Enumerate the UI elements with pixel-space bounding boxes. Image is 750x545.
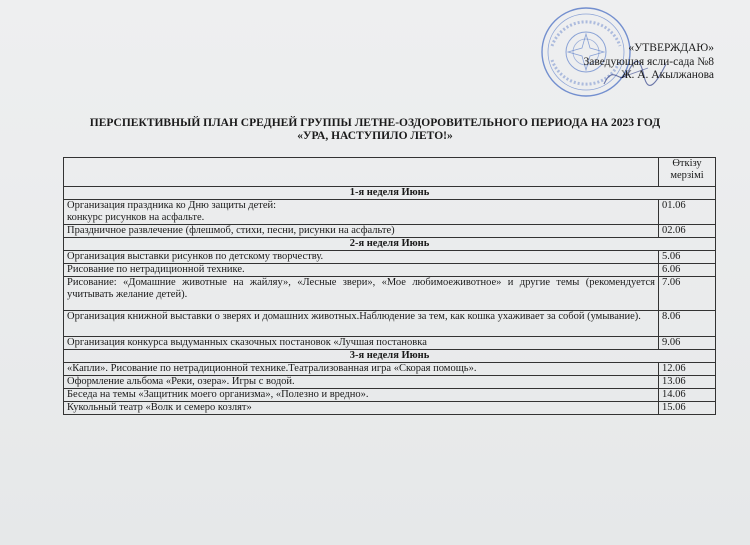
activity-cell: «Капли». Рисование по нетрадиционной технике.Театрализованная игра «Скорая помощь». xyxy=(64,363,659,376)
table-row xyxy=(64,402,716,415)
date-cell: 12.06 xyxy=(659,363,716,376)
header-date-cell: Өткізу мерзімі xyxy=(659,158,716,187)
date-cell: 15.06 xyxy=(659,402,716,415)
date-cell: 01.06 xyxy=(659,200,716,225)
week-row-2 xyxy=(64,238,716,251)
week-label: 3-я неделя Июнь xyxy=(64,350,716,363)
week-label: 2-я неделя Июнь xyxy=(64,238,716,251)
activity-cell: Кукольный театр «Волк и семеро козлят» xyxy=(64,402,659,415)
table-row xyxy=(64,264,716,277)
activity-cell: Организация выставки рисунков по детскому творчеству. xyxy=(64,251,659,264)
plan-title-line1: ПЕРСПЕКТИВНЫЙ ПЛАН СРЕДНЕЙ ГРУППЫ ЛЕТНЕ-ОЗДОРОВИТЕЛЬНОГО ПЕРИОДА НА 2023 ГОД xyxy=(89,117,661,129)
table-row xyxy=(64,363,716,376)
plan-title xyxy=(0,117,750,143)
week-label: 1-я неделя Июнь xyxy=(64,187,716,200)
table-row xyxy=(64,337,716,350)
approval-position: Заведующая ясли-сада №8 xyxy=(583,55,714,68)
activity-cell: Праздничное развлечение (флешмоб, стихи, песни, рисунки на асфальте) xyxy=(64,225,659,238)
date-cell: 14.06 xyxy=(659,389,716,402)
table-row xyxy=(64,251,716,264)
date-cell: 02.06 xyxy=(659,225,716,238)
activity-cell: Беседа на темы «Защитник моего организма», «Полезно и вредно». xyxy=(64,389,659,402)
table-row xyxy=(64,225,716,238)
plan-title-line2: «УРА, НАСТУПИЛО ЛЕТО!» xyxy=(297,130,453,142)
date-cell: 13.06 xyxy=(659,376,716,389)
table-row xyxy=(64,376,716,389)
activity-cell: Организация конкурса выдуманных сказочных постановок «Лучшая постановка xyxy=(64,337,659,350)
activity-cell: Рисование: «Домашние животные на жайляу», «Лесные звери», «Мое любимоеживотное» и другие темы (рекомендуется учитывать желание детей). xyxy=(64,277,659,311)
table-row xyxy=(64,311,716,337)
table-row xyxy=(64,389,716,402)
approval-title: «УТВЕРЖДАЮ» xyxy=(628,42,714,54)
date-cell: 9.06 xyxy=(659,337,716,350)
date-cell: 8.06 xyxy=(659,311,716,337)
date-cell: 5.06 xyxy=(659,251,716,264)
approval-block xyxy=(583,42,714,83)
activity-cell: Организация книжной выставки о зверях и домашних животных.Наблюдение за тем, как кошка ухаживает за собой (умывание). xyxy=(64,311,659,337)
date-cell: 6.06 xyxy=(659,264,716,277)
table-row xyxy=(64,200,716,225)
week-row-3 xyxy=(64,350,716,363)
week-row-1 xyxy=(64,187,716,200)
table-header-row xyxy=(64,158,716,187)
plan-table xyxy=(63,157,716,415)
activity-cell: Рисование по нетрадиционной технике. xyxy=(64,264,659,277)
approval-name: Ж. А. Акылжанова xyxy=(621,69,714,81)
activity-cell: Организация праздника ко Дню защиты детей: конкурс рисунков на асфальте. xyxy=(64,200,659,225)
header-activity-cell xyxy=(64,158,659,187)
date-cell: 7.06 xyxy=(659,277,716,311)
table-row xyxy=(64,277,716,311)
activity-cell: Оформление альбома «Реки, озера». Игры с водой. xyxy=(64,376,659,389)
